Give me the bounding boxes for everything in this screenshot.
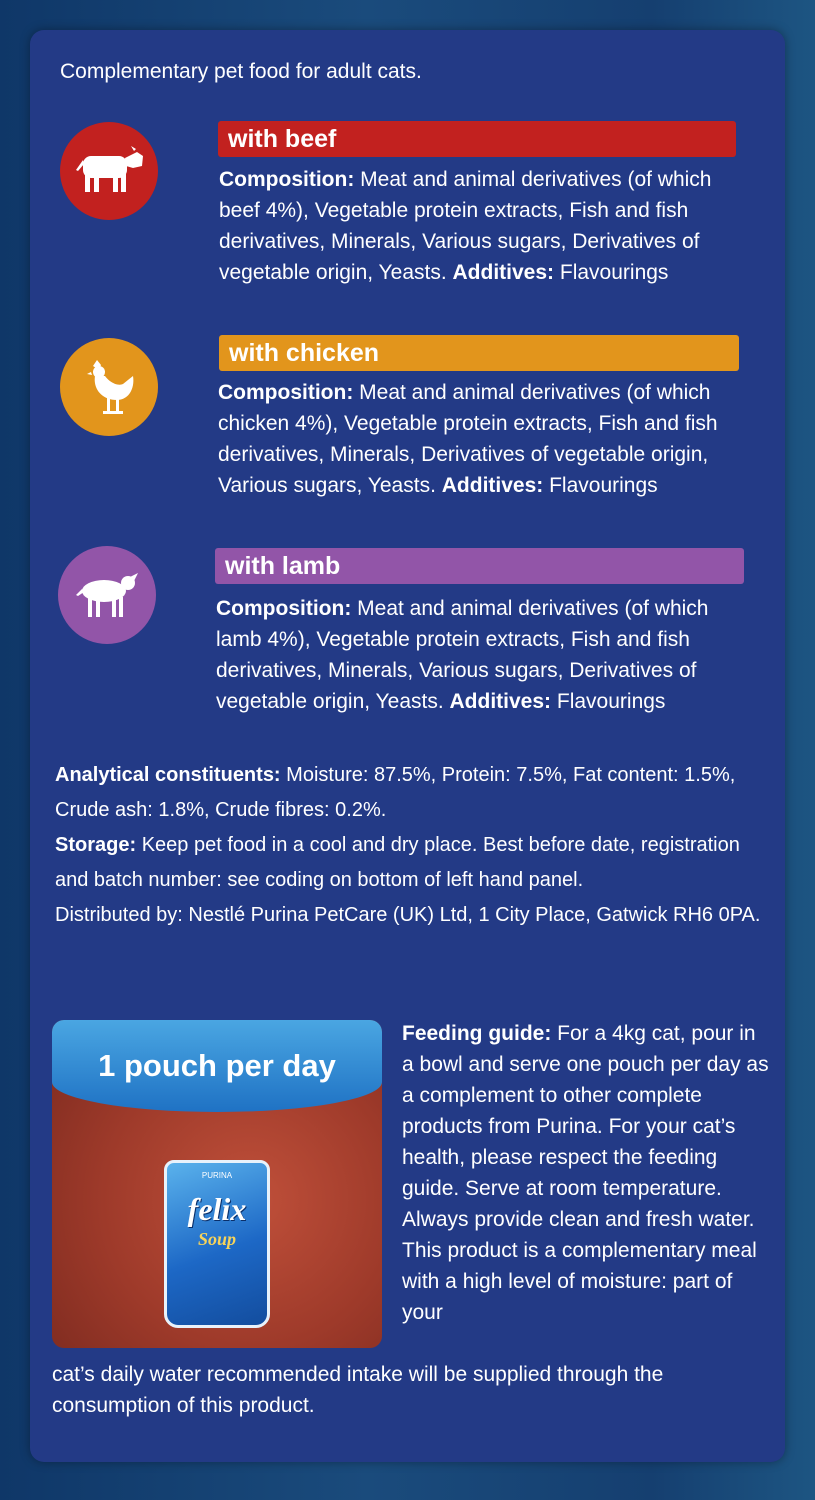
additives-label: Additives: [449, 690, 552, 713]
intro-text: Complementary pet food for adult cats. [60, 60, 422, 83]
feeding-guide-text: For a 4kg cat, pour in a bowl and serve one pouch per day as a complement to other complete products from Purina. For your cat’s health, please respect the feeding guide. Serve at room temperature. Always provide clean and fresh water. This product is a complementary meal with a high level of moisture: part of your [402, 1022, 769, 1324]
composition-text: Meat and animal derivatives (of which beef 4%), Vegetable protein extracts, Fish and fish derivatives, Minerals, Various sugars, Derivatives of vegetable origin, Yeasts. [219, 168, 712, 284]
pouch-per-day-header: 1 pouch per day [52, 1020, 382, 1112]
beef-banner: with beef [218, 121, 736, 157]
composition-text: Meat and animal derivatives (of which chicken 4%), Vegetable protein extracts, Fish and fish derivatives, Minerals, Derivatives of vegetable origin, Various sugars, Yeasts. [218, 381, 718, 497]
feeding-guide-continued: cat’s daily water recommended intake will be supplied through the consumption of this product. [52, 1363, 664, 1417]
additives-label: Additives: [441, 474, 544, 497]
additives-text: Flavourings [559, 261, 669, 284]
chicken-composition [218, 377, 748, 501]
composition-label: Composition: [219, 168, 355, 191]
feeding-guide [402, 1018, 772, 1328]
soup-label: Soup [197, 1229, 237, 1249]
lamb-banner: with lamb [215, 548, 744, 584]
storage-label: Storage: [55, 834, 137, 856]
analytical-constituents [55, 758, 775, 828]
beef-composition [219, 164, 749, 288]
purina-logo: PURINA [201, 1171, 233, 1180]
additives-text: Flavourings [556, 690, 666, 713]
distributor-info: Distributed by: Nestlé Purina PetCare (UK) Ltd, 1 City Place, Gatwick RH6 0PA. [55, 904, 761, 926]
feeding-guide-label: Feeding guide: [402, 1022, 552, 1045]
storage-info [55, 828, 775, 898]
analytical-section [55, 758, 775, 933]
felix-pouch-image [164, 1160, 270, 1328]
storage-text: Keep pet food in a cool and dry place. Best before date, registration and batch number: see coding on bottom of left hand panel. [55, 834, 740, 891]
additives-label: Additives: [452, 261, 555, 284]
composition-text: Meat and animal derivatives (of which lamb 4%), Vegetable protein extracts, Fish and fish derivatives, Minerals, Various sugars, Derivatives of vegetable origin, Yeasts. [216, 597, 709, 713]
analytical-text: Moisture: 87.5%, Protein: 7.5%, Fat content: 1.5%, Crude ash: 1.8%, Crude fibres: 0.2%. [55, 764, 736, 821]
chicken-icon [60, 338, 158, 436]
felix-logo: felix [187, 1191, 247, 1227]
cow-icon [60, 122, 158, 220]
composition-label: Composition: [216, 597, 352, 620]
analytical-label: Analytical constituents: [55, 764, 281, 786]
chicken-banner: with chicken [219, 335, 739, 371]
pouch-per-day-graphic [52, 1020, 382, 1348]
composition-label: Composition: [218, 381, 354, 404]
lamb-composition [216, 593, 746, 717]
additives-text: Flavourings [549, 474, 658, 497]
lamb-icon [58, 546, 156, 644]
